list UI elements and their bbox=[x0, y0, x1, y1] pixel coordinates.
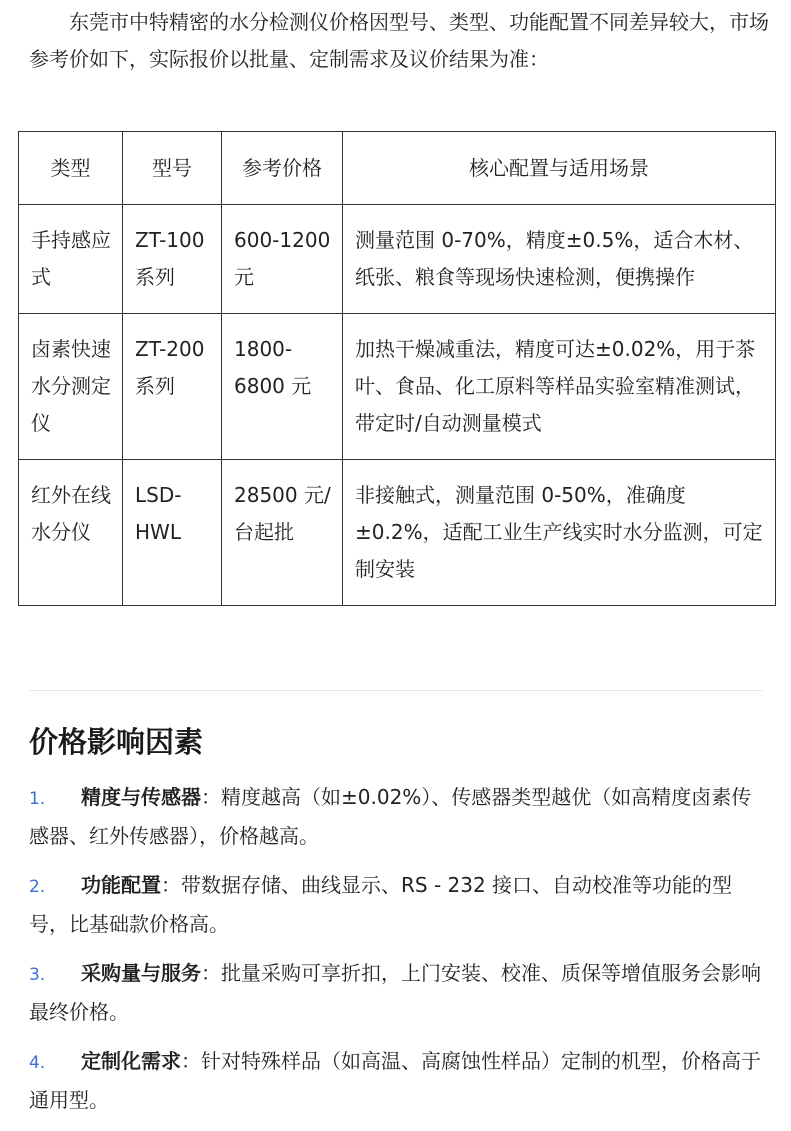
cell-type: 手持感应式 bbox=[19, 205, 123, 314]
factor-title: 功能配置 bbox=[81, 873, 161, 897]
cell-type: 红外在线水分仪 bbox=[19, 460, 123, 606]
list-number: 1. bbox=[29, 789, 46, 809]
cell-config: 测量范围 0-70%，精度±0.5%，适合木材、纸张、粮食等现场快速检测，便携操作 bbox=[343, 205, 776, 314]
header-model: 型号 bbox=[123, 132, 222, 205]
factor-text: ：批量采购可享折扣，上门安装、校准、质保等增值服务会影响最终价格。 bbox=[29, 961, 761, 1024]
list-item bbox=[29, 779, 764, 855]
factor-text: ：针对特殊样品（如高温、高腐蚀性样品）定制的机型，价格高于通用型。 bbox=[29, 1049, 761, 1112]
factor-title: 定制化需求 bbox=[81, 1049, 181, 1073]
table-row bbox=[19, 205, 776, 314]
cell-price: 28500 元/台起批 bbox=[222, 460, 343, 606]
factor-text: ：精度越高（如±0.02%）、传感器类型越优（如高精度卤素传感器、红外传感器），价格越高。 bbox=[29, 785, 752, 848]
cell-config: 加热干燥减重法，精度可达±0.02%，用于茶叶、食品、化工原料等样品实验室精准测试，带定时/自动测量模式 bbox=[343, 314, 776, 460]
price-table bbox=[18, 131, 776, 606]
cell-config: 非接触式，测量范围 0-50%，准确度±0.2%，适配工业生产线实时水分监测，可定制安装 bbox=[343, 460, 776, 606]
header-type: 类型 bbox=[19, 132, 123, 205]
list-number: 3. bbox=[29, 965, 46, 985]
cell-model: ZT-200 系列 bbox=[123, 314, 222, 460]
factor-title: 采购量与服务 bbox=[81, 961, 201, 985]
table-header-row bbox=[19, 132, 776, 205]
list-number: 4. bbox=[29, 1053, 46, 1073]
factor-text: ：带数据存储、曲线显示、RS - 232 接口、自动校准等功能的型号，比基础款价格高。 bbox=[29, 873, 733, 936]
table-row bbox=[19, 460, 776, 606]
section-divider bbox=[29, 690, 762, 691]
cell-price: 600-1200 元 bbox=[222, 205, 343, 314]
list-number: 2. bbox=[29, 877, 46, 897]
list-item bbox=[29, 1043, 764, 1119]
cell-model: LSD-HWL bbox=[123, 460, 222, 606]
list-item bbox=[29, 955, 764, 1031]
section-title: 价格影响因素 bbox=[29, 725, 204, 759]
cell-price: 1800-6800 元 bbox=[222, 314, 343, 460]
header-config: 核心配置与适用场景 bbox=[343, 132, 776, 205]
cell-type: 卤素快速水分测定仪 bbox=[19, 314, 123, 460]
list-item bbox=[29, 867, 764, 943]
cell-model: ZT-100 系列 bbox=[123, 205, 222, 314]
factor-list bbox=[29, 779, 764, 1131]
header-price: 参考价格 bbox=[222, 132, 343, 205]
factor-title: 精度与传感器 bbox=[81, 785, 201, 809]
intro-paragraph: 东莞市中特精密的水分检测仪价格因型号、类型、功能配置不同差异较大，市场参考价如下，实际报价以批量、定制需求及议价结果为准： bbox=[29, 10, 769, 71]
table-row bbox=[19, 314, 776, 460]
